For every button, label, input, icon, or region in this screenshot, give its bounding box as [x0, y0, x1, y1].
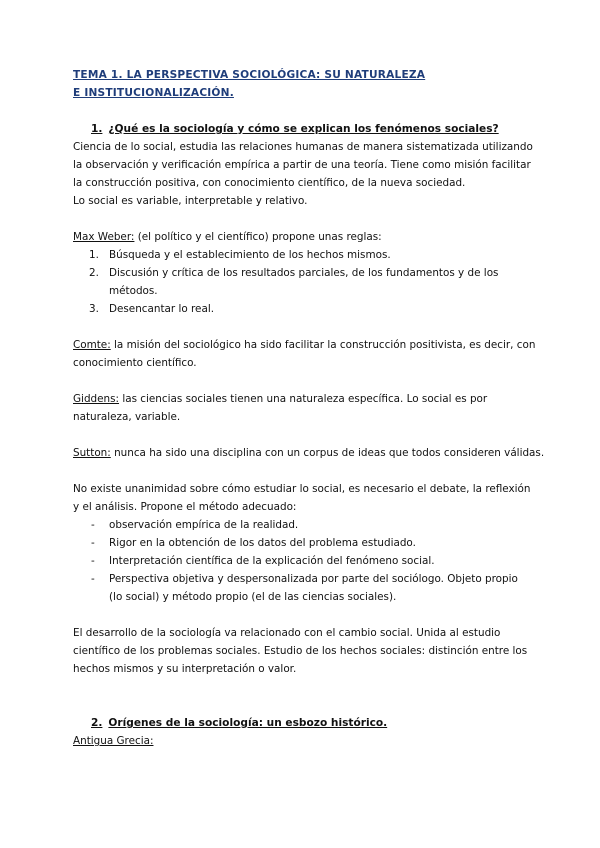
section-1-intro: [73, 138, 543, 210]
list-item: [73, 300, 543, 318]
section-1-heading: [73, 120, 543, 138]
list-text: Búsqueda y el establecimiento de los hechos mismos.: [109, 249, 391, 261]
list-text: Rigor en la obtención de los datos del problema estudiado.: [109, 537, 416, 549]
intro-line: la construcción positiva, con conocimiento científico, de la nueva sociedad.: [73, 177, 466, 189]
weber-paragraph: [73, 228, 543, 246]
giddens-text: naturaleza, variable.: [73, 411, 181, 423]
section-2-title: Orígenes de la sociología: un esbozo histórico.: [108, 717, 388, 729]
unanimity-text: No existe unanimidad sobre cómo estudiar lo social, es necesario el debate, la reflexión: [73, 483, 531, 495]
list-item: [73, 246, 543, 264]
intro-line: Lo social es variable, interpretable y relativo.: [73, 195, 308, 207]
list-text: Discusión y crítica de los resultados parciales, de los fundamentos y de los: [109, 267, 499, 279]
list-text: (lo social) y método propio (el de las ciencias sociales).: [109, 591, 397, 603]
list-item: [73, 534, 543, 552]
list-item: [73, 264, 543, 300]
closing-line: El desarrollo de la sociología va relacionado con el cambio social. Unida al estudio: [73, 627, 501, 639]
weber-rules-list: [73, 246, 543, 318]
sutton-paragraph: [73, 444, 543, 462]
list-text: Desencantar lo real.: [109, 303, 215, 315]
weber-text: (el político y el científico) propone unas reglas:: [134, 231, 382, 243]
list-number: 2.: [89, 267, 99, 279]
list-text: Perspectiva objetiva y despersonalizada por parte del sociólogo. Objeto propio: [109, 573, 518, 585]
method-list: [73, 516, 543, 606]
dash-bullet: -: [91, 519, 95, 531]
section-2-number: 2.: [91, 717, 103, 729]
weber-label: Max Weber:: [73, 231, 135, 243]
intro-line: Ciencia de lo social, estudia las relaciones humanas de manera sistematizada utilizando: [73, 141, 533, 153]
list-number: 3.: [89, 303, 99, 315]
document-page: [73, 66, 543, 750]
list-item: [73, 570, 543, 606]
giddens-paragraph: [73, 390, 543, 426]
list-text: Interpretación científica de la explicación del fenómeno social.: [109, 555, 435, 567]
sutton-label: Sutton:: [73, 447, 111, 459]
dash-bullet: -: [91, 555, 95, 567]
document-title: TEMA 1. LA PERSPECTIVA SOCIOLÓGICA: SU NATURALEZA E INSTITUCIONALIZACIÓN.: [73, 69, 426, 99]
comte-label: Comte:: [73, 339, 111, 351]
list-item: [73, 552, 543, 570]
giddens-label: Giddens:: [73, 393, 120, 405]
comte-text: la misión del sociológico ha sido facilitar la construcción positivista, es decir, con: [110, 339, 536, 351]
section-2-subheading: Antigua Grecia:: [73, 735, 154, 747]
list-number: 1.: [89, 249, 99, 261]
list-item: [73, 516, 543, 534]
dash-bullet: -: [91, 537, 95, 549]
intro-line: la observación y verificación empírica a partir de una teoría. Tiene como misión facilitar: [73, 159, 531, 171]
section-1-number: 1.: [91, 123, 103, 135]
closing-paragraph: [73, 624, 543, 678]
unanimity-paragraph: [73, 480, 543, 516]
section-2-heading: [73, 714, 543, 732]
section-1-title: ¿Qué es la sociología y cómo se explican los fenómenos sociales?: [108, 123, 499, 135]
comte-text: conocimiento científico.: [73, 357, 197, 369]
closing-line: científico de los problemas sociales. Estudio de los hechos sociales: distinción entre los: [73, 645, 528, 657]
list-text: observación empírica de la realidad.: [109, 519, 299, 531]
unanimity-text: y el análisis. Propone el método adecuado:: [73, 501, 297, 513]
dash-bullet: -: [91, 573, 95, 585]
giddens-text: las ciencias sociales tienen una naturaleza específica. Lo social es por: [119, 393, 488, 405]
closing-line: hechos mismos y su interpretación o valor.: [73, 663, 297, 675]
comte-paragraph: [73, 336, 543, 372]
sutton-text: nunca ha sido una disciplina con un corpus de ideas que todos consideren válidas.: [110, 447, 545, 459]
list-text: métodos.: [109, 285, 158, 297]
